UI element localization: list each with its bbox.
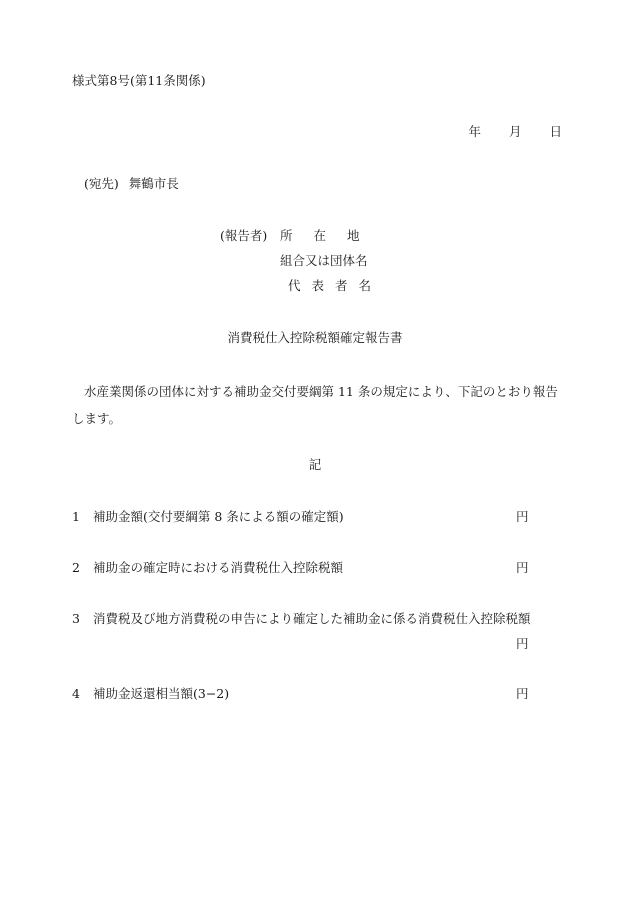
item-label: 補助金額(交付要綱第 8 条による額の確定額) [93, 509, 344, 524]
item-number: 4 [72, 686, 80, 701]
document-title: 消費税仕入控除税額確定報告書 [227, 330, 403, 345]
addressee-label: (宛先) [84, 176, 119, 191]
representative-field-label: 代表者名 [288, 278, 383, 293]
address-field-label: 所在地 [280, 228, 381, 243]
addressee-name: 舞鶴市長 [128, 176, 179, 191]
ki-heading: 記 [308, 457, 322, 472]
item-number: 1 [72, 509, 80, 524]
addressee [84, 176, 179, 192]
item-number: 2 [72, 560, 80, 575]
organization-field-label: 組合又は団体名 [280, 253, 368, 268]
form-number: 様式第8号(第11条関係) [72, 73, 206, 88]
item-number: 3 [72, 611, 80, 626]
item-label: 消費税及び地方消費税の申告により確定した補助金に係る消費税仕入控除税額 [93, 611, 531, 626]
date-month: 月 [508, 124, 522, 139]
date-line [468, 124, 562, 140]
date-day: 日 [549, 124, 562, 139]
body-paragraph: 水産業関係の団体に対する補助金交付要綱第 11 条の規定により、下記のとおり報告します。 [72, 384, 558, 426]
item-label: 補助金返還相当額(3−2) [93, 686, 230, 701]
item-unit: 円 [516, 686, 529, 701]
reporter-label: (報告者) [220, 228, 268, 243]
item-label: 補助金の確定時における消費税仕入控除税額 [93, 560, 344, 575]
date-year: 年 [468, 124, 481, 139]
item-unit: 円 [516, 560, 529, 575]
item-unit: 円 [516, 509, 529, 524]
item-unit: 円 [516, 636, 529, 651]
